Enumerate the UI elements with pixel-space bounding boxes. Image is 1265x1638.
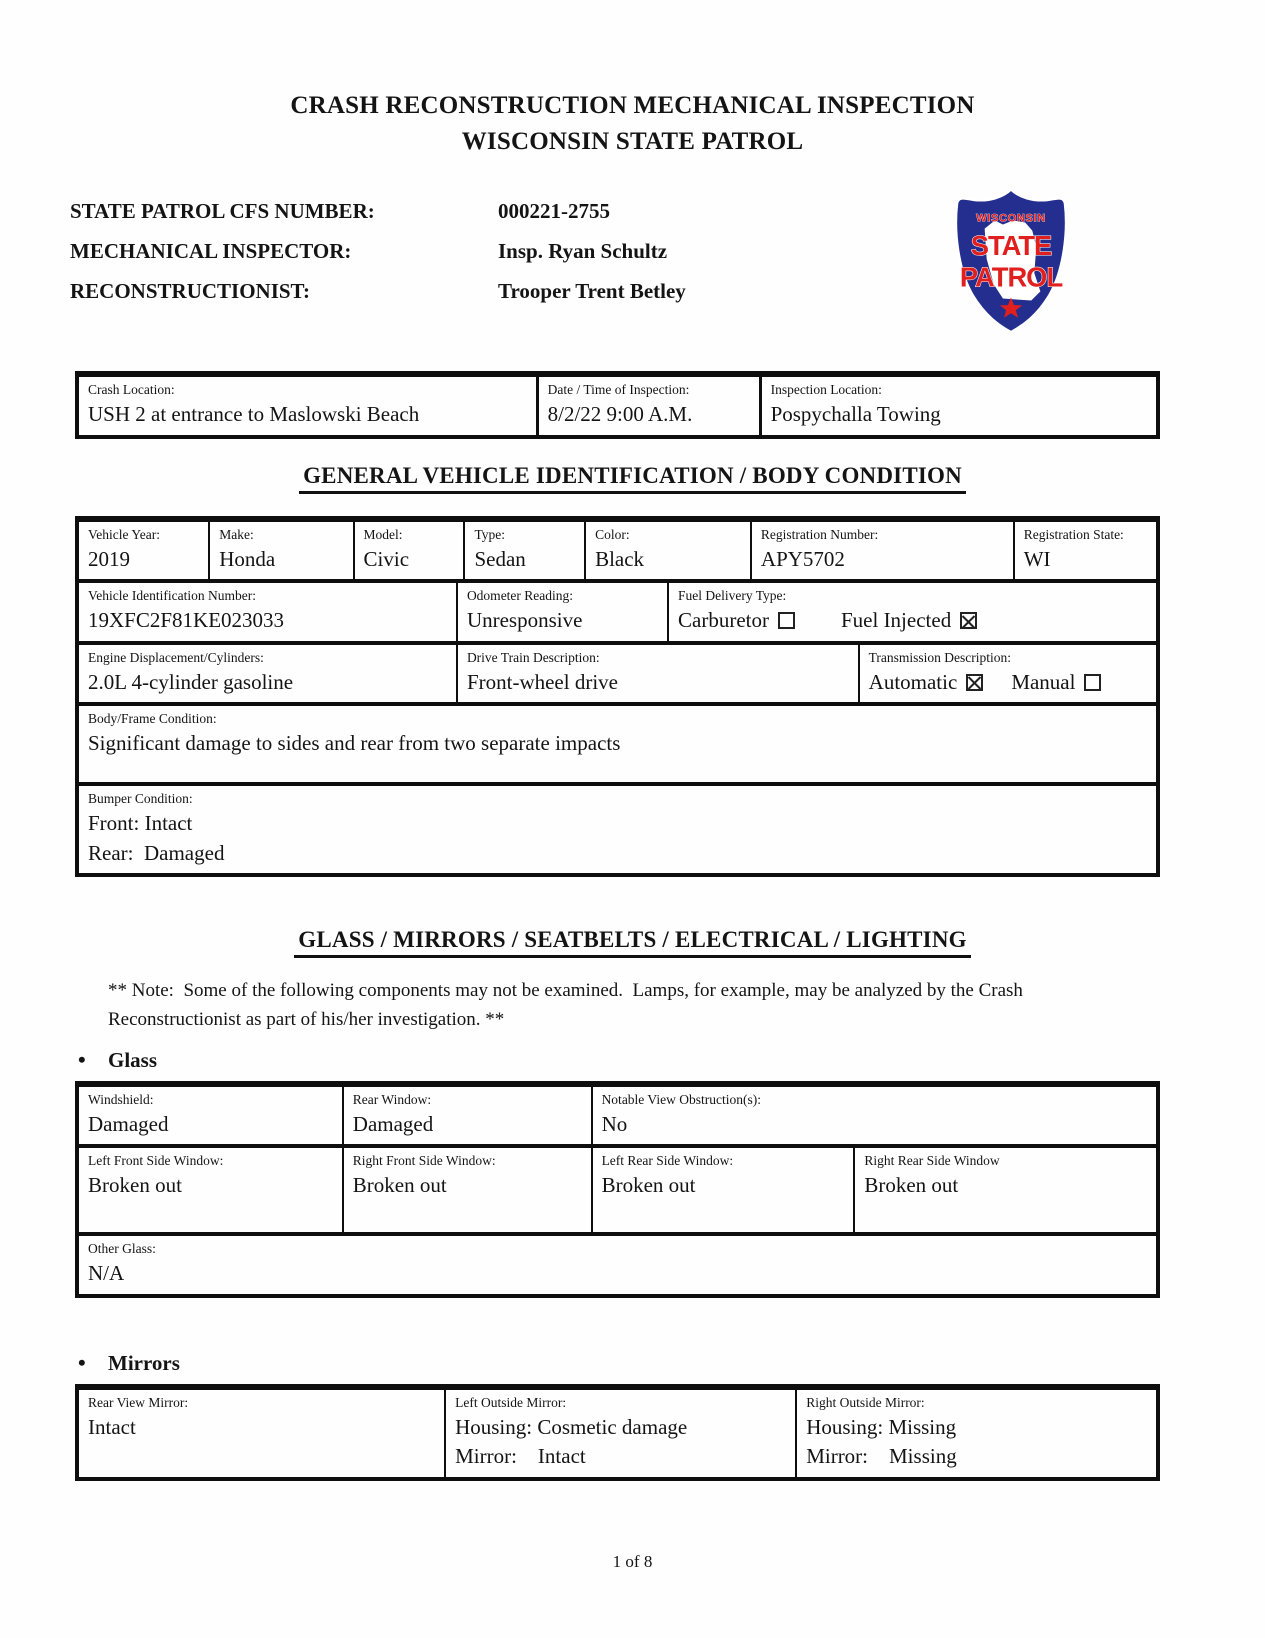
fuel-injected-checkbox xyxy=(960,612,977,629)
left-front-window-cell: Left Front Side Window: Broken out xyxy=(88,1153,224,1198)
bullet-icon: • xyxy=(78,1046,86,1072)
automatic-label: Automatic xyxy=(868,669,958,694)
transmission-cell: Transmission Description: Automatic Manual xyxy=(858,645,1156,703)
mirrors-row xyxy=(79,1390,1156,1477)
glass-bullet-heading: • Glass xyxy=(78,1046,158,1072)
glass-table xyxy=(75,1081,1160,1298)
vin-cell: Vehicle Identification Number: 19XFC2F81KE023033 xyxy=(88,588,285,633)
crash-location-label: Crash Location: xyxy=(88,382,175,397)
fuel-delivery-cell: Fuel Delivery Type: Carburetor Fuel Injected xyxy=(667,583,1156,641)
bullet-icon: • xyxy=(78,1349,86,1375)
bumper-condition-cell: Bumper Condition: Front: Intact Rear: Damaged xyxy=(79,786,1156,873)
other-glass-cell: Other Glass: N/A xyxy=(88,1241,156,1286)
carburetor-label: Carburetor xyxy=(678,608,769,633)
cfs-number-label: STATE PATROL CFS NUMBER: xyxy=(70,199,375,223)
inspection-location-cell xyxy=(759,377,1156,435)
right-front-window-cell: Right Front Side Window: Broken out xyxy=(342,1148,591,1232)
registration-number-cell: Registration Number: APY5702 xyxy=(750,522,1013,580)
windshield-cell: Windshield: Damaged xyxy=(88,1091,169,1136)
manual-label: Manual xyxy=(1011,669,1076,694)
glass-row-3 xyxy=(79,1232,1156,1294)
reconstructionist-label: RECONSTRUCTIONIST: xyxy=(70,279,310,303)
shield-icon xyxy=(950,184,1072,336)
reconstructionist-row xyxy=(70,271,1265,311)
glass-row-2 xyxy=(79,1144,1156,1232)
header-fields xyxy=(70,191,1265,311)
crash-location-value: USH 2 at entrance to Maslowski Beach xyxy=(88,402,420,427)
vehicle-identification-table xyxy=(75,516,1160,877)
document-title xyxy=(0,88,1265,159)
section-heading-vehicle-identification: GENERAL VEHICLE IDENTIFICATION / BODY CONDITION xyxy=(0,463,1265,494)
mechanical-inspector-row xyxy=(70,231,1265,271)
inspection-datetime-cell xyxy=(536,377,759,435)
right-outside-mirror-cell: Right Outside Mirror: Housing: Missing Mirror: Missing xyxy=(795,1390,1156,1477)
vehicle-id-row-3 xyxy=(79,641,1156,703)
crash-location-cell xyxy=(79,377,536,435)
vehicle-id-row-2 xyxy=(79,579,1156,641)
logo-text-patrol: PATROL xyxy=(959,261,1063,293)
make-cell: Make: Honda xyxy=(208,522,352,580)
inspection-datetime-label: Date / Time of Inspection: xyxy=(547,382,690,397)
body-frame-cell: Body/Frame Condition: Significant damage to sides and rear from two separate impacts xyxy=(88,711,621,756)
bumper-front-value: Front: Intact xyxy=(88,811,193,836)
logo-text-wisconsin: WISCONSIN xyxy=(976,212,1046,225)
automatic-checkbox xyxy=(966,674,983,691)
vehicle-id-row-1 xyxy=(79,522,1156,580)
title-line-2: WISCONSIN STATE PATROL xyxy=(461,127,804,155)
inspection-datetime-value: 8/2/22 9:00 A.M. xyxy=(547,402,693,427)
body-frame-row xyxy=(79,702,1156,782)
odometer-cell: Odometer Reading: Unresponsive xyxy=(456,583,667,641)
type-cell: Type: Sedan xyxy=(463,522,584,580)
left-rear-window-cell: Left Rear Side Window: Broken out xyxy=(591,1148,854,1232)
mirrors-table xyxy=(75,1384,1160,1481)
view-obstruction-cell: Notable View Obstruction(s): No xyxy=(591,1087,1156,1145)
reconstructionist-value: Trooper Trent Betley xyxy=(498,279,686,303)
mirrors-bullet-heading: • Mirrors xyxy=(78,1349,180,1375)
cfs-number-row xyxy=(70,191,1265,231)
location-table xyxy=(75,371,1160,439)
bumper-rear-value: Rear: Damaged xyxy=(88,840,225,865)
drive-train-cell: Drive Train Description: Front-wheel drive xyxy=(456,645,858,703)
cfs-number-value: 000221-2755 xyxy=(498,199,610,223)
color-cell: Color: Black xyxy=(584,522,750,580)
manual-checkbox xyxy=(1084,674,1101,691)
page-number: 1 of 8 xyxy=(612,1552,653,1571)
engine-cell: Engine Displacement/Cylinders: 2.0L 4-cylinder gasoline xyxy=(88,649,294,694)
section-heading-glass-mirrors: GLASS / MIRRORS / SEATBELTS / ELECTRICAL / LIGHTING xyxy=(0,927,1265,958)
inspection-location-label: Inspection Location: xyxy=(770,382,882,397)
bumper-row xyxy=(79,782,1156,873)
vehicle-year-cell: Vehicle Year: 2019 xyxy=(88,526,160,571)
rear-window-cell: Rear Window: Damaged xyxy=(342,1087,591,1145)
model-cell: Model: Civic xyxy=(353,522,464,580)
registration-state-cell: Registration State: WI xyxy=(1013,522,1156,580)
inspection-location-value: Pospychalla Towing xyxy=(770,402,941,427)
state-patrol-badge-logo xyxy=(950,184,1072,336)
examination-note: ** Note: Some of the following components may not be examined. Lamps, for example, may be analyzed by the Crash Reconstructionist as part of his/her investigation. ** xyxy=(108,979,1028,1031)
rear-view-mirror-cell: Rear View Mirror: Intact xyxy=(88,1394,189,1439)
glass-row-1 xyxy=(79,1087,1156,1145)
title-line-1: CRASH RECONSTRUCTION MECHANICAL INSPECTION xyxy=(290,92,975,119)
mechanical-inspector-label: MECHANICAL INSPECTOR: xyxy=(70,239,352,263)
mechanical-inspector-value: Insp. Ryan Schultz xyxy=(498,239,668,263)
logo-text-state: STATE xyxy=(970,229,1052,261)
left-outside-mirror-cell: Left Outside Mirror: Housing: Cosmetic damage Mirror: Intact xyxy=(444,1390,795,1477)
fuel-injected-label: Fuel Injected xyxy=(840,608,952,633)
right-rear-window-cell: Right Rear Side Window Broken out xyxy=(853,1148,1156,1232)
carburetor-checkbox xyxy=(778,612,795,629)
